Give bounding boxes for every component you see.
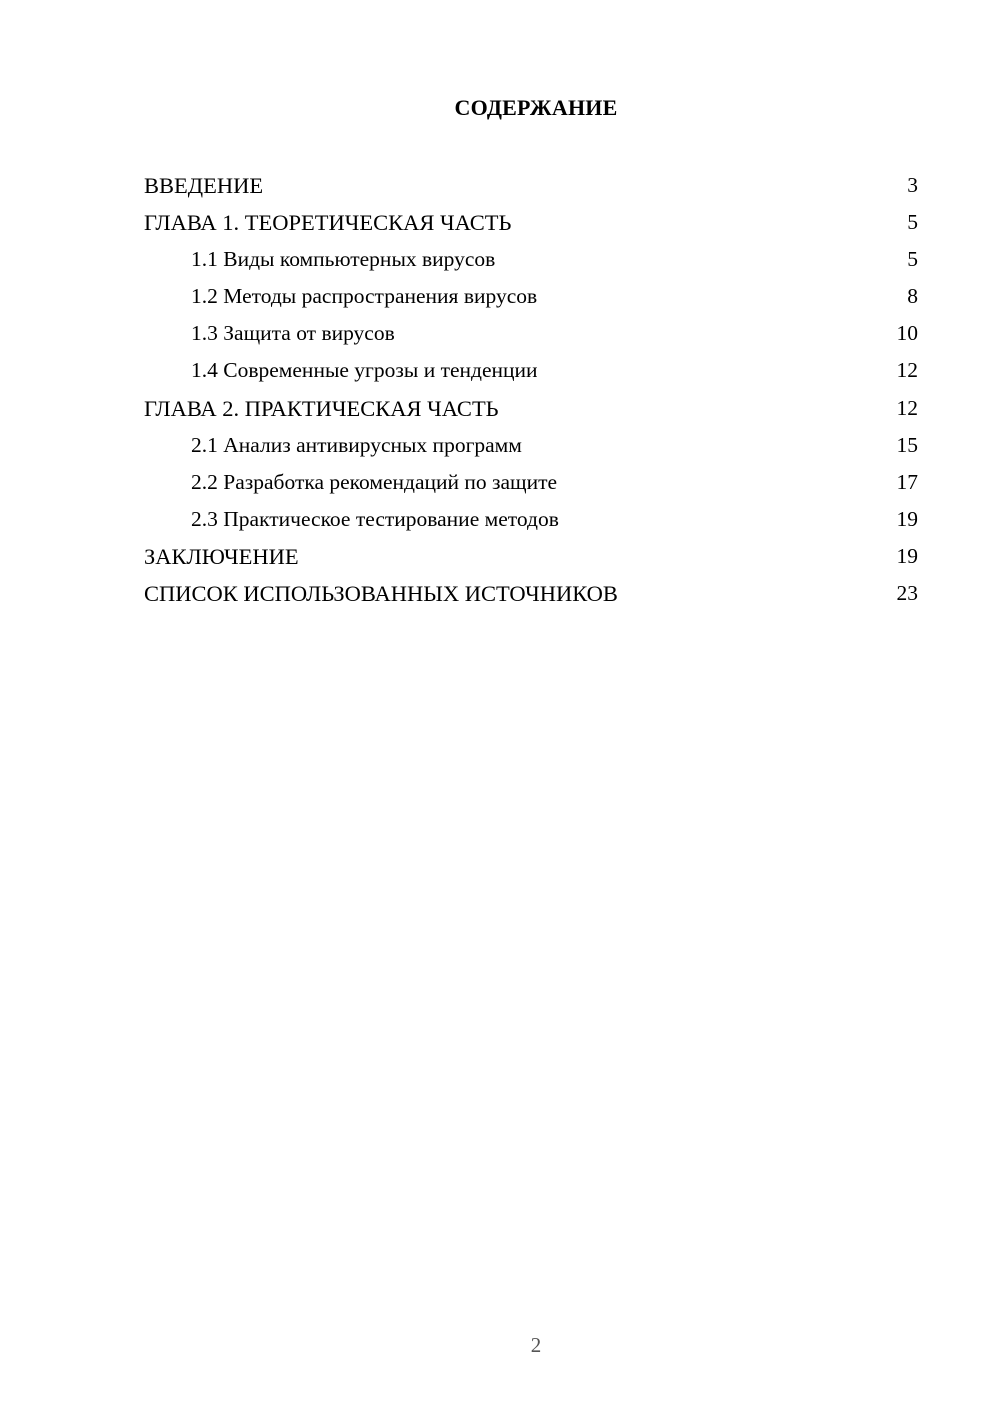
toc-entry[interactable] bbox=[144, 204, 918, 241]
toc-entry-label: 2.3 Практическое тестирование методов bbox=[191, 506, 559, 531]
toc-entry-page: 5 bbox=[907, 210, 918, 235]
toc-entry-page: 19 bbox=[896, 506, 918, 531]
toc-entry-label: 1.1 Виды компьютерных вирусов bbox=[191, 247, 496, 272]
toc-entry[interactable] bbox=[144, 315, 918, 352]
page-title: СОДЕРЖАНИЕ bbox=[454, 95, 618, 120]
toc-entry-label: 2.1 Анализ антивирусных программ bbox=[191, 432, 522, 457]
toc-entry-page: 17 bbox=[896, 469, 918, 494]
toc-entry-label: ЗАКЛЮЧЕНИЕ bbox=[144, 543, 299, 569]
toc-entry-page: 12 bbox=[896, 358, 918, 383]
toc-entry[interactable] bbox=[144, 427, 918, 464]
toc-entry-label: 1.3 Защита от вирусов bbox=[191, 321, 395, 346]
toc-entry-label: ГЛАВА 2. ПРАКТИЧЕСКАЯ ЧАСТЬ bbox=[144, 395, 499, 421]
toc-entry-page: 5 bbox=[907, 247, 918, 272]
page-number: 2 bbox=[530, 1333, 542, 1357]
toc-entry-page: 10 bbox=[896, 321, 918, 346]
toc-entry[interactable] bbox=[144, 278, 918, 315]
toc-entry[interactable] bbox=[144, 167, 918, 204]
toc-entry-page: 12 bbox=[896, 395, 918, 420]
toc-entry-label: 1.4 Современные угрозы и тенденции bbox=[191, 358, 538, 383]
toc-entry-label: ГЛАВА 1. ТЕОРЕТИЧЕСКАЯ ЧАСТЬ bbox=[144, 210, 512, 236]
toc-entry-page: 3 bbox=[907, 173, 918, 197]
toc-entry[interactable] bbox=[144, 501, 918, 538]
toc-entry-page: 23 bbox=[896, 581, 918, 606]
table-of-contents bbox=[144, 167, 918, 612]
toc-entry-page: 19 bbox=[896, 543, 918, 568]
toc-entry-page: 15 bbox=[896, 432, 918, 457]
toc-entry-page: 8 bbox=[907, 284, 918, 309]
toc-entry-label: ВВЕДЕНИЕ bbox=[144, 173, 264, 198]
toc-entry-label: 1.2 Методы распространения вирусов bbox=[191, 284, 538, 309]
toc-entry[interactable] bbox=[144, 538, 918, 575]
toc-entry-label: СПИСОК ИСПОЛЬЗОВАННЫХ ИСТОЧНИКОВ bbox=[144, 581, 618, 607]
toc-entry[interactable] bbox=[144, 352, 918, 389]
toc-entry[interactable] bbox=[144, 241, 918, 278]
toc-entry-label: 2.2 Разработка рекомендаций по защите bbox=[191, 469, 558, 494]
toc-entry[interactable] bbox=[144, 464, 918, 501]
toc-entry[interactable] bbox=[144, 390, 918, 427]
toc-entry[interactable] bbox=[144, 575, 918, 612]
